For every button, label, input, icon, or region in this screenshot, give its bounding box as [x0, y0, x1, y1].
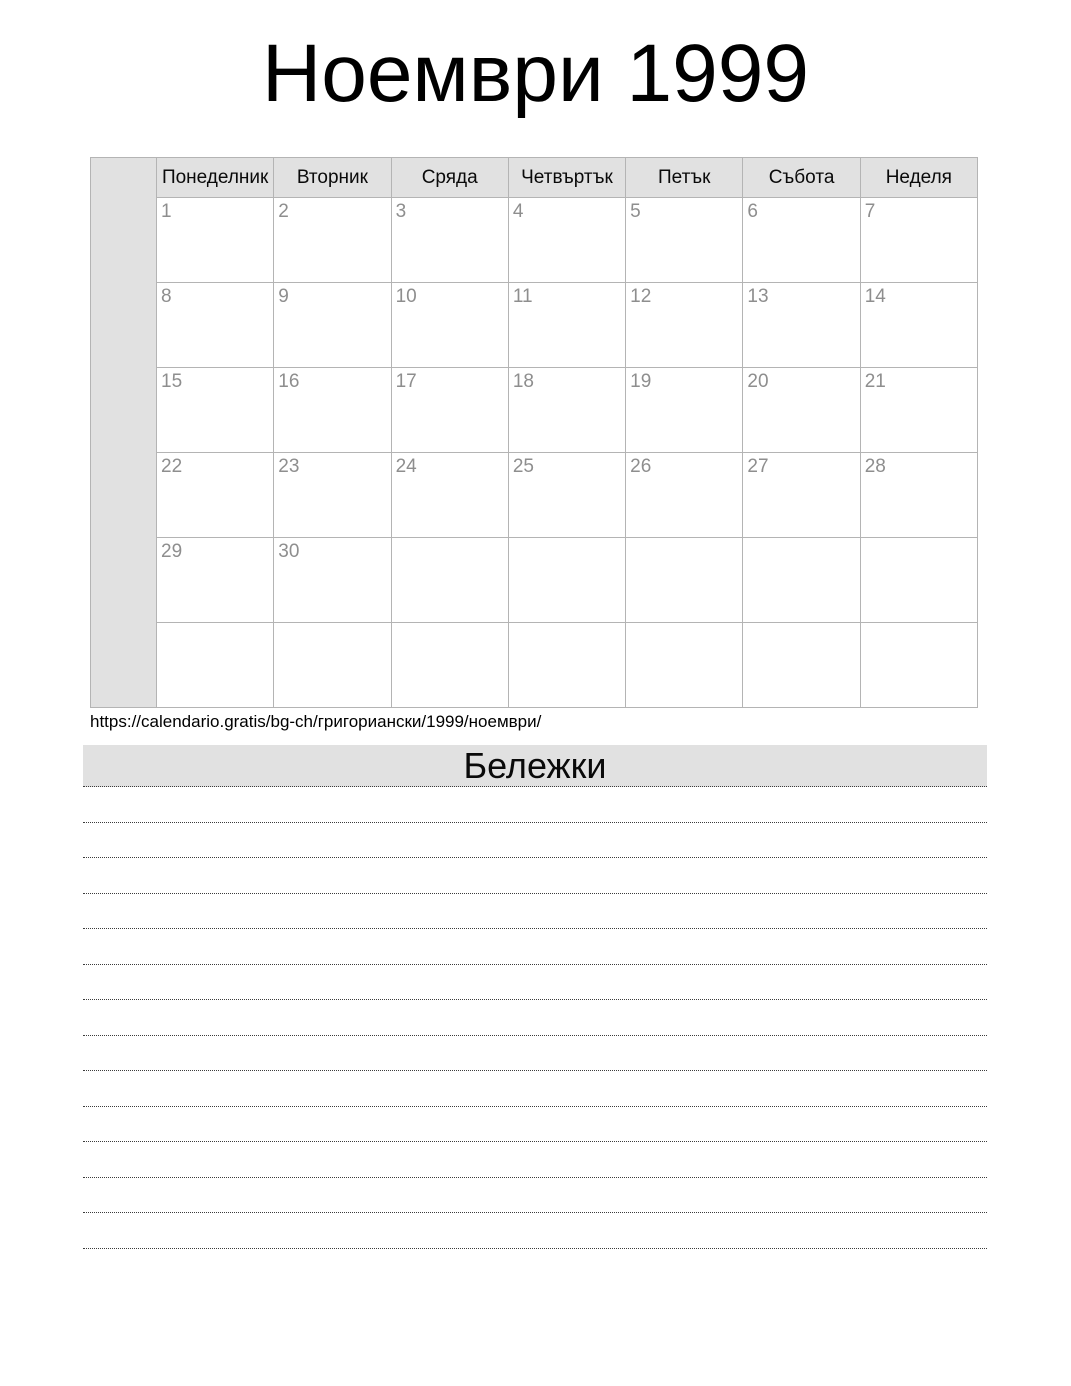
note-line — [83, 965, 987, 1001]
day-number: 25 — [512, 456, 534, 477]
week-row-3 — [91, 368, 978, 453]
note-line — [83, 1107, 987, 1143]
notes-lines — [83, 787, 987, 1249]
calendar-day-cell — [157, 368, 274, 453]
note-line — [83, 1036, 987, 1072]
day-number: 5 — [630, 201, 641, 222]
calendar-day-cell — [626, 283, 743, 368]
calendar-day-cell — [157, 283, 274, 368]
day-number: 12 — [630, 286, 652, 307]
calendar-day-cell — [743, 283, 860, 368]
day-number: 23 — [278, 456, 300, 477]
calendar-day-cell — [157, 538, 274, 623]
weekday-header-3: Сряда — [391, 158, 508, 198]
calendar-day-cell — [860, 283, 977, 368]
calendar-day-cell — [274, 453, 391, 538]
day-number: 3 — [395, 201, 407, 222]
calendar-day-cell — [274, 538, 391, 623]
note-line — [83, 1000, 987, 1036]
note-line — [83, 823, 987, 859]
day-number: 14 — [864, 286, 886, 307]
calendar-day-cell — [157, 453, 274, 538]
calendar-day-cell — [743, 198, 860, 283]
calendar-day-cell — [743, 453, 860, 538]
calendar-day-cell — [626, 368, 743, 453]
calendar-day-cell — [860, 538, 977, 623]
weekday-header-6: Събота — [743, 158, 860, 198]
note-line — [83, 1071, 987, 1107]
day-number: 29 — [161, 541, 183, 562]
note-line — [83, 1213, 987, 1249]
day-number: 7 — [864, 201, 876, 222]
calendar-day-cell — [860, 368, 977, 453]
day-number: 20 — [747, 371, 769, 392]
calendar-day-cell — [391, 283, 508, 368]
day-number: 13 — [747, 286, 769, 307]
weekday-header-1: Понеделник — [157, 158, 274, 198]
week-row-2 — [91, 283, 978, 368]
day-number: 27 — [747, 456, 769, 477]
day-number: 6 — [747, 201, 758, 222]
day-number: 21 — [864, 371, 886, 392]
week-row-5 — [91, 538, 978, 623]
calendar-day-cell — [508, 198, 625, 283]
calendar-day-cell — [274, 283, 391, 368]
day-number: 19 — [630, 371, 652, 392]
calendar-day-cell — [626, 198, 743, 283]
day-number: 8 — [161, 286, 172, 307]
calendar-day-cell — [626, 453, 743, 538]
weekday-header-5: Петък — [626, 158, 743, 198]
note-line — [83, 1142, 987, 1178]
week-row-1 — [91, 198, 978, 283]
weekday-header-2: Вторник — [274, 158, 391, 198]
calendar-day-cell — [860, 623, 977, 708]
day-number: 18 — [512, 371, 534, 392]
source-url: https://calendario.gratis/bg-ch/григориански/1999/ноември/ — [90, 712, 542, 731]
day-number: 26 — [630, 456, 652, 477]
calendar-day-cell — [391, 368, 508, 453]
day-number: 1 — [161, 201, 172, 222]
calendar-day-cell — [391, 198, 508, 283]
calendar-day-cell — [508, 283, 625, 368]
page-title: Ноември 1999 — [262, 28, 809, 119]
notes-header — [83, 745, 987, 787]
calendar-day-cell — [391, 623, 508, 708]
week-row-6 — [91, 623, 978, 708]
day-number: 16 — [278, 371, 300, 392]
calendar-day-cell — [157, 623, 274, 708]
week-row-4 — [91, 453, 978, 538]
day-number: 4 — [512, 201, 524, 222]
calendar-day-cell — [860, 453, 977, 538]
day-number: 28 — [864, 456, 886, 477]
day-number: 9 — [278, 286, 289, 307]
calendar-day-cell — [743, 368, 860, 453]
day-number: 10 — [395, 286, 417, 307]
weekday-header-4: Четвъртък — [508, 158, 625, 198]
note-line — [83, 929, 987, 965]
day-number: 30 — [278, 541, 300, 562]
notes-section — [83, 745, 987, 1249]
calendar-day-cell — [743, 538, 860, 623]
calendar-day-cell — [508, 623, 625, 708]
calendar-day-cell — [391, 538, 508, 623]
note-line — [83, 894, 987, 930]
calendar-table — [90, 157, 978, 708]
day-number: 24 — [395, 456, 417, 477]
day-number: 2 — [278, 201, 289, 222]
note-line — [83, 787, 987, 823]
day-number: 17 — [395, 371, 417, 392]
calendar-day-cell — [743, 623, 860, 708]
left-gutter-column — [91, 158, 157, 708]
calendar-day-cell — [508, 368, 625, 453]
weekday-header-7: Неделя — [860, 158, 977, 198]
calendar-day-cell — [508, 453, 625, 538]
calendar-day-cell — [157, 198, 274, 283]
calendar-day-cell — [274, 368, 391, 453]
note-line — [83, 1178, 987, 1214]
note-line — [83, 858, 987, 894]
day-number: 11 — [512, 286, 533, 307]
calendar-day-cell — [626, 623, 743, 708]
calendar-day-cell — [626, 538, 743, 623]
weekday-header-row — [91, 158, 978, 198]
calendar-day-cell — [508, 538, 625, 623]
calendar-day-cell — [391, 453, 508, 538]
day-number: 22 — [161, 456, 183, 477]
calendar-day-cell — [860, 198, 977, 283]
notes-title: Бележки — [463, 745, 607, 786]
day-number: 15 — [161, 371, 183, 392]
calendar-day-cell — [274, 198, 391, 283]
calendar-day-cell — [274, 623, 391, 708]
